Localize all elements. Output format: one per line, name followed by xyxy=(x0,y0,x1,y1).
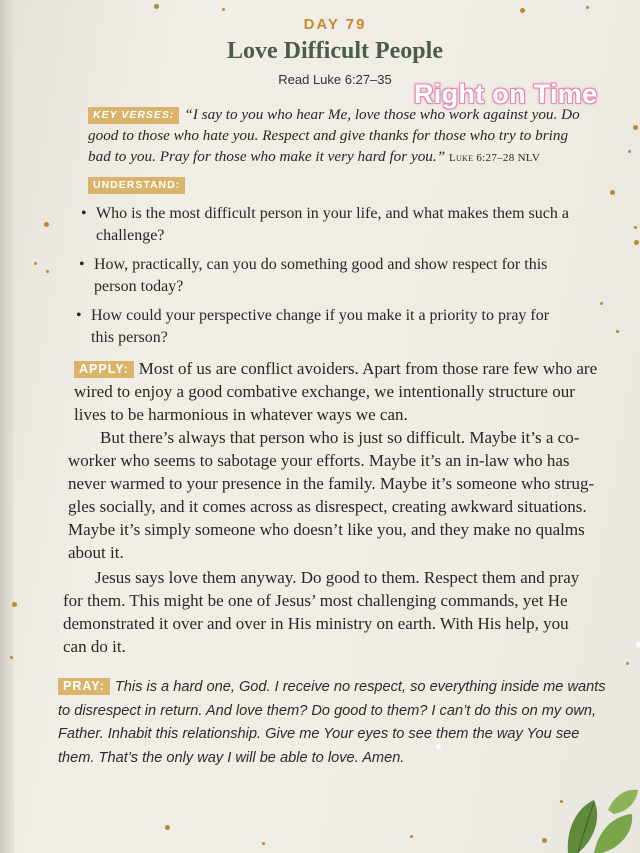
question-text: this person? xyxy=(91,329,168,346)
decorative-dot xyxy=(586,6,589,9)
decorative-dot xyxy=(410,835,413,838)
leaf-decoration-icon xyxy=(548,780,640,853)
question-text: person today? xyxy=(94,278,184,295)
apply-text: Most of us are conflict avoiders. Apart from those rare few who are xyxy=(138,359,598,378)
decorative-dot xyxy=(626,662,629,665)
apply-line: about it. xyxy=(68,543,124,562)
apply-line: never warmed to your presence in the family. Maybe it’s someone who strug- xyxy=(68,474,595,493)
key-verses-text: bad to you. Pray for those who make it very hard for you.” xyxy=(88,148,446,165)
key-verses-line-3 xyxy=(88,146,598,169)
question-text: How could your perspective change if you make it a priority to pray for xyxy=(91,307,550,324)
apply-label: APPLY: xyxy=(74,361,134,378)
understand-section xyxy=(88,176,190,194)
apply-paragraph-2 xyxy=(68,426,638,564)
key-verses-text: “I say to you who hear Me, love those who work against you. Do xyxy=(184,106,580,123)
apply-line: gles socially, and it comes across as disrespect, creating awkward situations. xyxy=(68,497,587,516)
question-text: Who is the most difficult person in your life, and what makes them such a xyxy=(96,205,569,222)
apply-line: But there’s always that person who is just so difficult. Maybe it’s a co- xyxy=(100,428,580,447)
pray-line: Father. Inhabit this relationship. Give me Your eyes to see them the way You see xyxy=(58,726,580,742)
decorative-dot xyxy=(154,4,159,9)
decorative-dot xyxy=(634,226,637,229)
decorative-dot xyxy=(165,825,170,830)
pray-label: PRAY: xyxy=(58,678,110,695)
apply-line: lives to be harmonious in whatever ways we can. xyxy=(74,405,408,424)
verse-reference: Luke 6:27–28 NLV xyxy=(448,152,541,164)
pray-line xyxy=(58,676,638,700)
key-verses-line-1 xyxy=(88,104,598,125)
decorative-dot xyxy=(12,602,17,607)
pray-section xyxy=(58,676,638,770)
day-heading: DAY 79 xyxy=(303,16,367,33)
decorative-dot xyxy=(520,8,525,13)
decorative-dot xyxy=(634,240,639,245)
pray-text: This is a hard one, God. I receive no respect, so everything inside me wants xyxy=(114,679,606,695)
apply-paragraph-1 xyxy=(74,357,634,426)
reading-reference: Read Luke 6:27–35 xyxy=(278,72,392,87)
decorative-dot xyxy=(262,842,265,845)
apply-line xyxy=(74,357,634,380)
question-text: How, practically, can you do something good and show respect for this xyxy=(94,256,548,273)
decorative-dot xyxy=(633,125,638,130)
question-item xyxy=(76,305,611,349)
pray-line: them. That’s the only way I will be able to love. Amen. xyxy=(58,749,405,766)
page-title: Love Difficult People xyxy=(227,38,443,64)
question-item xyxy=(79,254,614,298)
page-edge xyxy=(0,0,14,853)
apply-line: worker who seems to sabotage your efforts. Maybe it’s an in-law who has xyxy=(68,451,570,470)
decorative-dot xyxy=(44,222,49,227)
key-verses-line-2: good to those who hate you. Respect and give thanks for those who try to bring xyxy=(88,127,569,144)
apply-line: demonstrated it over and over in His ministry on earth. With His help, you xyxy=(63,614,569,633)
apply-line: Maybe it’s simply someone who doesn’t like you, and they make no qualms xyxy=(68,520,585,539)
decorative-dot xyxy=(610,190,615,195)
overlay-caption: Right on Time xyxy=(414,79,598,109)
decorative-dot xyxy=(10,656,13,659)
decorative-dot xyxy=(542,838,547,843)
question-item xyxy=(81,203,616,247)
understand-label: UNDERSTAND: xyxy=(88,177,185,194)
bullet-icon: • xyxy=(76,307,82,324)
decorative-dot xyxy=(34,262,37,265)
pray-line: to disrespect in return. And love them? Do good to them? I can’t do this on my own, xyxy=(58,702,597,719)
apply-line: Jesus says love them anyway. Do good to them. Respect them and pray xyxy=(95,568,580,587)
decorative-dot xyxy=(222,8,225,11)
apply-line: for them. This might be one of Jesus’ most challenging commands, yet He xyxy=(63,591,568,610)
apply-paragraph-3 xyxy=(63,566,638,658)
apply-line: wired to enjoy a good combative exchange, we intentionally structure our xyxy=(74,382,575,401)
key-verses-label: KEY VERSES: xyxy=(88,107,179,124)
decorative-dot xyxy=(628,150,631,153)
bullet-icon: • xyxy=(81,205,87,222)
question-text: challenge? xyxy=(96,227,165,244)
key-verses xyxy=(88,104,598,169)
bullet-icon: • xyxy=(79,256,85,273)
decorative-dot xyxy=(616,330,619,333)
decorative-dot xyxy=(46,270,49,273)
apply-line: can do it. xyxy=(63,637,126,656)
